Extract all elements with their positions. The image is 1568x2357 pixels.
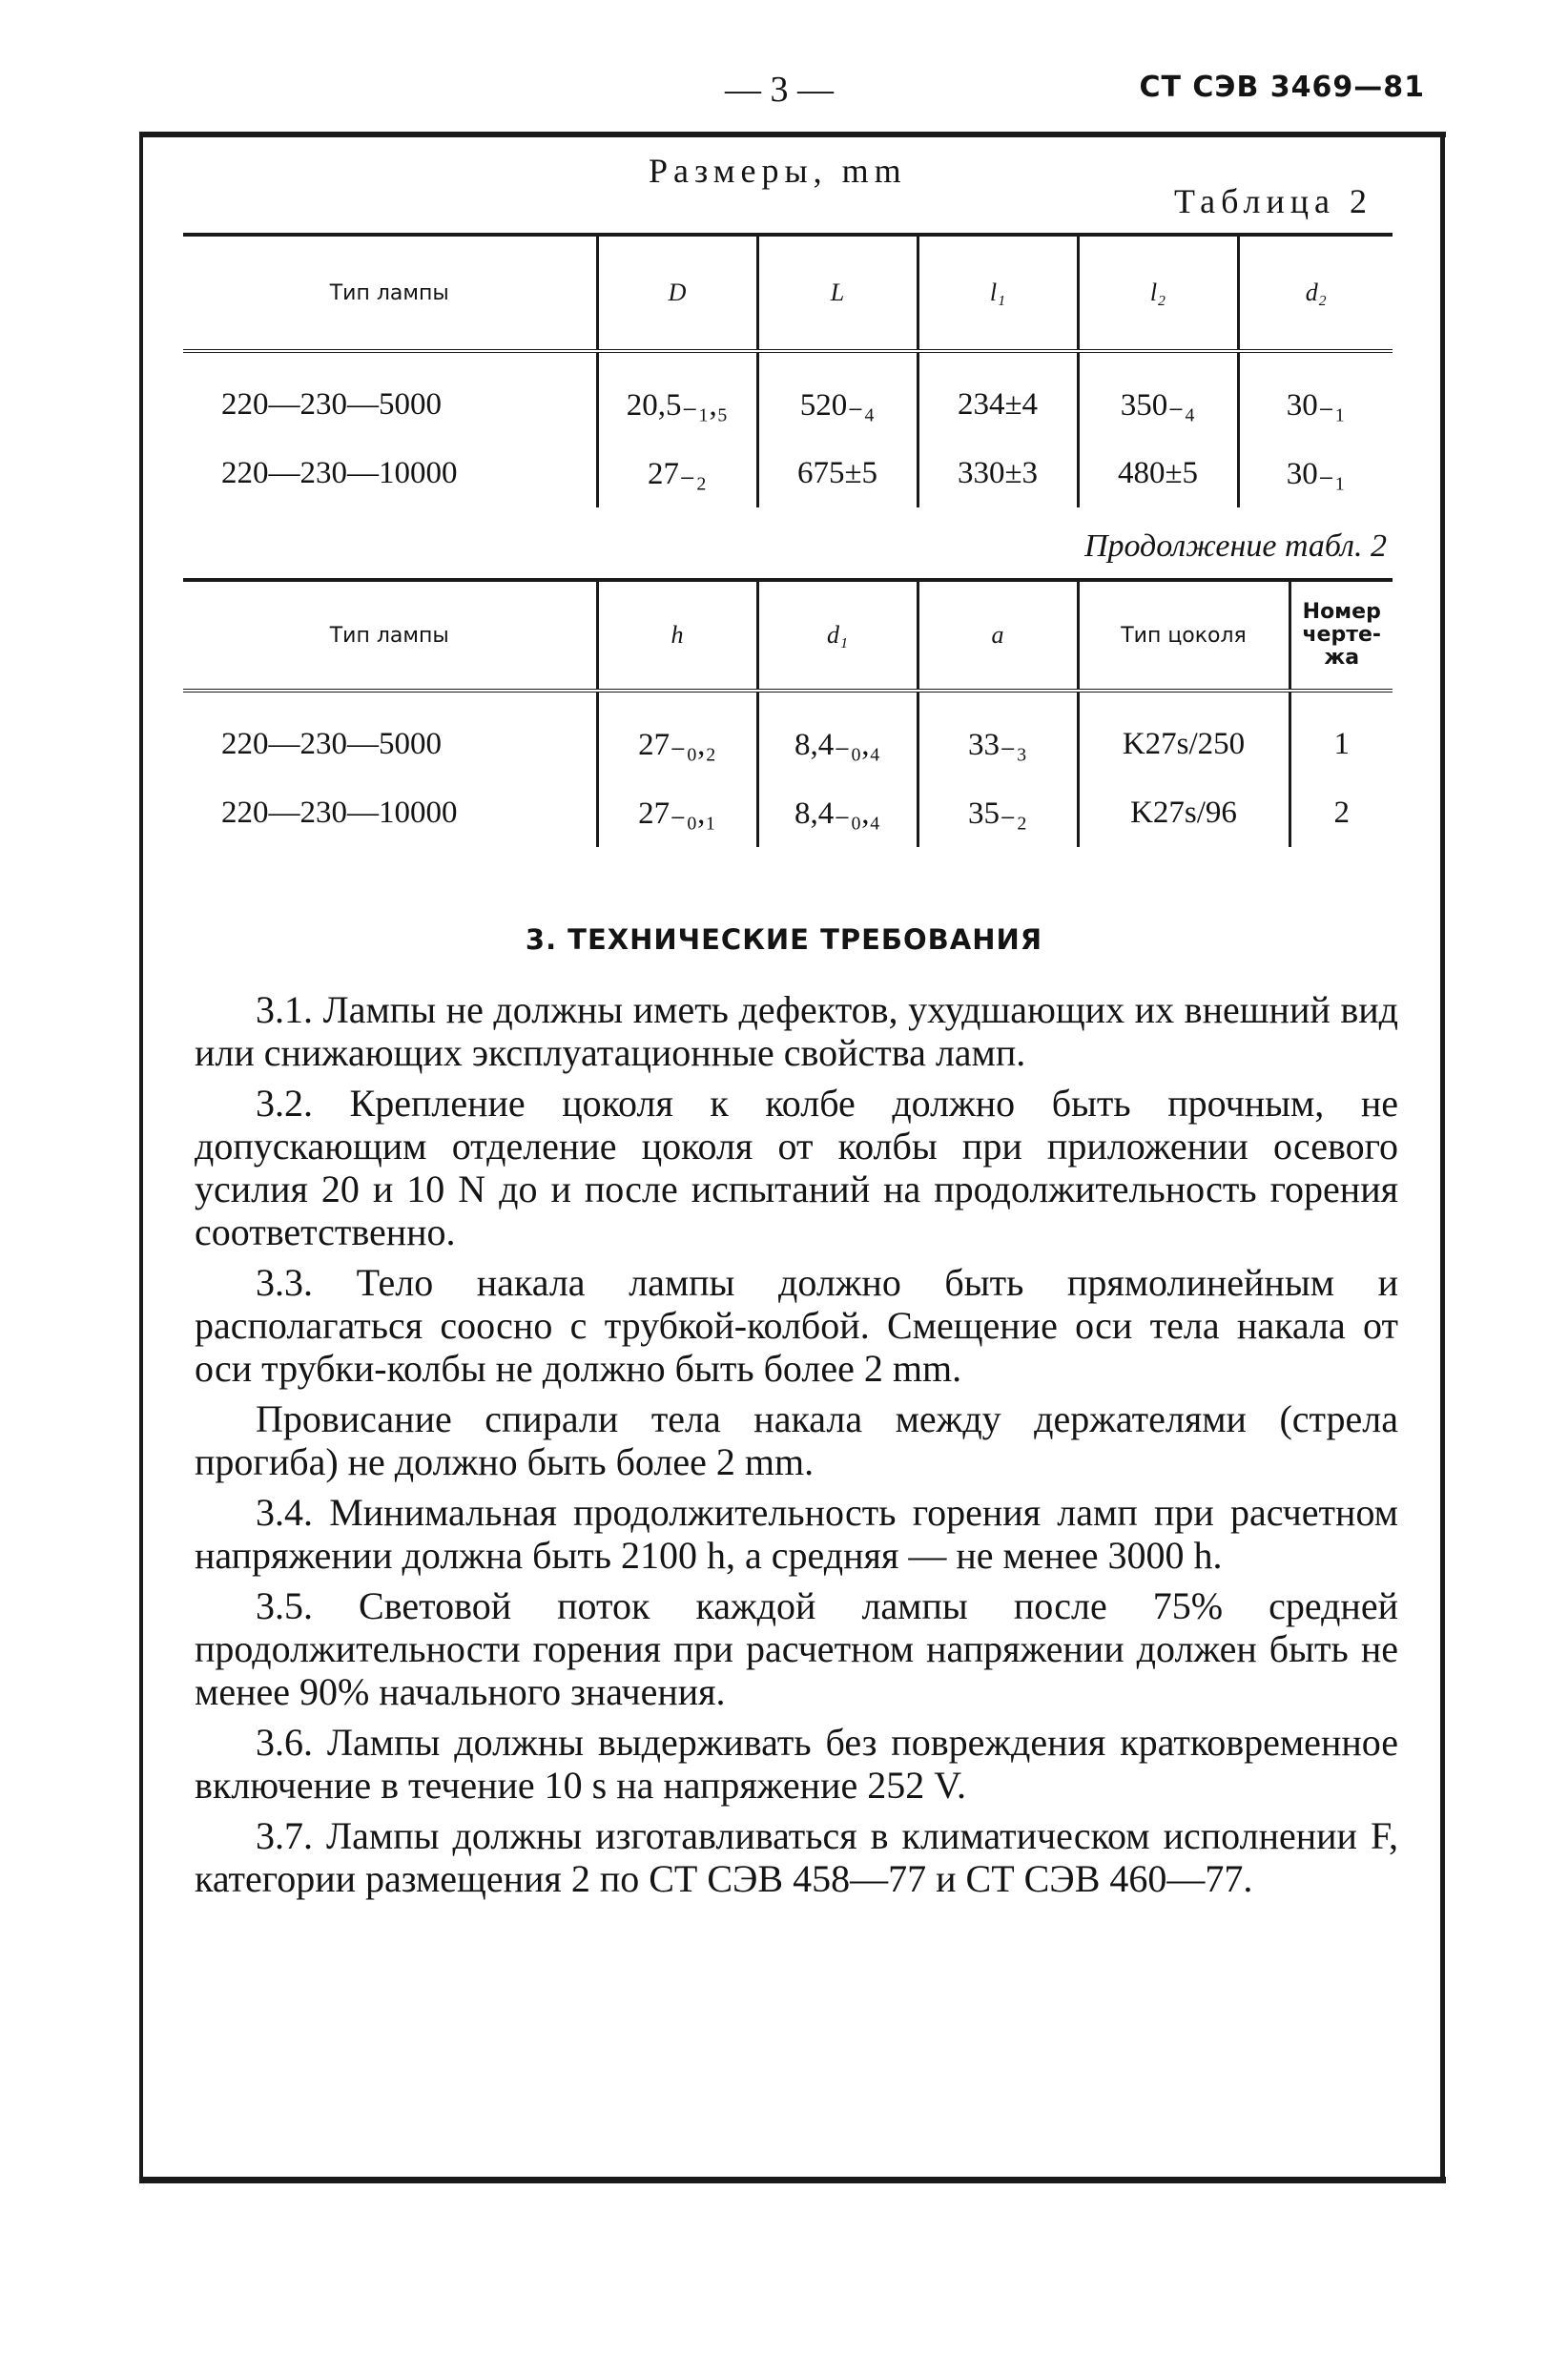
frame-right-border — [1440, 132, 1445, 2182]
paragraph: 3.7. Лампы должны изготавливаться в климатическом исполнении F, категории размещения 2 по СТ СЭВ 458—77 и СТ СЭВ 460—77. — [195, 1814, 1398, 1900]
table-cell: 1 — [1289, 691, 1393, 778]
paragraph: 3.1. Лампы не должны иметь дефектов, ухудшающих их внешний вид или снижающих эксплуатационные свойства ламп. — [195, 988, 1398, 1074]
table-cell: 350₋₄ — [1078, 351, 1238, 439]
column-header-h: h — [597, 580, 757, 691]
frame-top-border — [139, 132, 1446, 137]
table-cell: 520₋₄ — [757, 351, 918, 439]
column-header-lamp-type: Тип лампы — [183, 235, 597, 351]
table-title: Таблица 2 — [1174, 182, 1372, 220]
table-cell: K27s/96 — [1078, 778, 1289, 847]
table-header-row — [183, 580, 1393, 691]
table-cell: 675±5 — [757, 439, 918, 507]
paragraph: 3.5. Световой поток каждой лампы после 75% средней продолжительности горения при расчетном напряжении должен быть не менее 90% начального значения. — [195, 1584, 1398, 1713]
column-header-a: a — [918, 580, 1078, 691]
section-body — [195, 988, 1398, 1908]
table-cell: 30₋₁ — [1238, 439, 1393, 507]
column-header-l1: l₁ — [918, 235, 1078, 351]
table-cell: 220—230—5000 — [221, 726, 442, 761]
table-row — [183, 439, 1393, 507]
column-header-base-type: Тип цоколя — [1078, 580, 1289, 691]
table-header-row — [183, 235, 1393, 351]
column-header-L: L — [757, 235, 918, 351]
table-cell: 27₋₀,₁ — [597, 778, 757, 847]
paragraph: 3.3. Тело накала лампы должно быть прямолинейным и располагаться соосно с трубкой-колбой. Смещение оси тела накала от оси трубки-колбы не должно быть более 2 mm. — [195, 1261, 1398, 1390]
table-cell: 2 — [1289, 778, 1393, 847]
table-cell: 220—230—10000 — [221, 795, 458, 830]
table-row — [183, 691, 1393, 778]
table-cell: 27₋₀,₂ — [597, 691, 757, 778]
table-cell: 8,4₋₀,₄ — [757, 691, 918, 778]
table-cell: 220—230—10000 — [221, 455, 458, 490]
section-title: 3. ТЕХНИЧЕСКИЕ ТРЕБОВАНИЯ — [525, 923, 1043, 956]
column-header-d2: d₂ — [1238, 235, 1393, 351]
paragraph: 3.6. Лампы должны выдерживать без повреждения кратковременное включение в течение 10 s на напряжение 252 V. — [195, 1721, 1398, 1807]
column-header-l2: l₂ — [1078, 235, 1238, 351]
paragraph: Провисание спирали тела накала между держателями (стрела прогиба) не должно быть более 2 mm. — [195, 1397, 1398, 1483]
dimensions-table — [183, 233, 1393, 507]
table-cell: 234±4 — [918, 351, 1078, 439]
table-cell: 220—230—5000 — [221, 386, 442, 422]
units-label: Размеры, mm — [649, 152, 907, 190]
paragraph: 3.2. Крепление цоколя к колбе должно быть прочным, не допускающим отделение цоколя от колбы при приложении осевого усилия 20 и 10 N до и после испытаний на продолжительность горения соответственно. — [195, 1082, 1398, 1253]
table-cell: 330±3 — [918, 439, 1078, 507]
dimensions-table-continued — [183, 578, 1393, 847]
standard-code: СТ СЭВ 3469—81 — [1139, 71, 1425, 104]
table-row — [183, 351, 1393, 439]
table-continuation-title: Продолжение табл. 2 — [1083, 528, 1387, 564]
table-cell: 33₋₃ — [918, 691, 1078, 778]
table-cell: 8,4₋₀,₄ — [757, 778, 918, 847]
column-header-drawing-number: Номер черте-жа — [1289, 580, 1393, 691]
column-header-d1: d₁ — [757, 580, 918, 691]
frame-bottom-border — [139, 2177, 1446, 2183]
paragraph: 3.4. Минимальная продолжительность горения ламп при расчетном напряжении должна быть 2100 h, а средняя — не менее 3000 h. — [195, 1491, 1398, 1577]
table-cell: 480±5 — [1078, 439, 1238, 507]
table-cell: 30₋₁ — [1238, 351, 1393, 439]
table-cell: 35₋₂ — [918, 778, 1078, 847]
table-row — [183, 778, 1393, 847]
table-cell: K27s/250 — [1078, 691, 1289, 778]
column-header-D: D — [597, 235, 757, 351]
table-cell: 20,5₋₁,₅ — [597, 351, 757, 439]
frame-left-border — [139, 132, 143, 2182]
page-number: — 3 — — [725, 70, 834, 110]
table-cell: 27₋₂ — [597, 439, 757, 507]
column-header-lamp-type: Тип лампы — [183, 580, 597, 691]
